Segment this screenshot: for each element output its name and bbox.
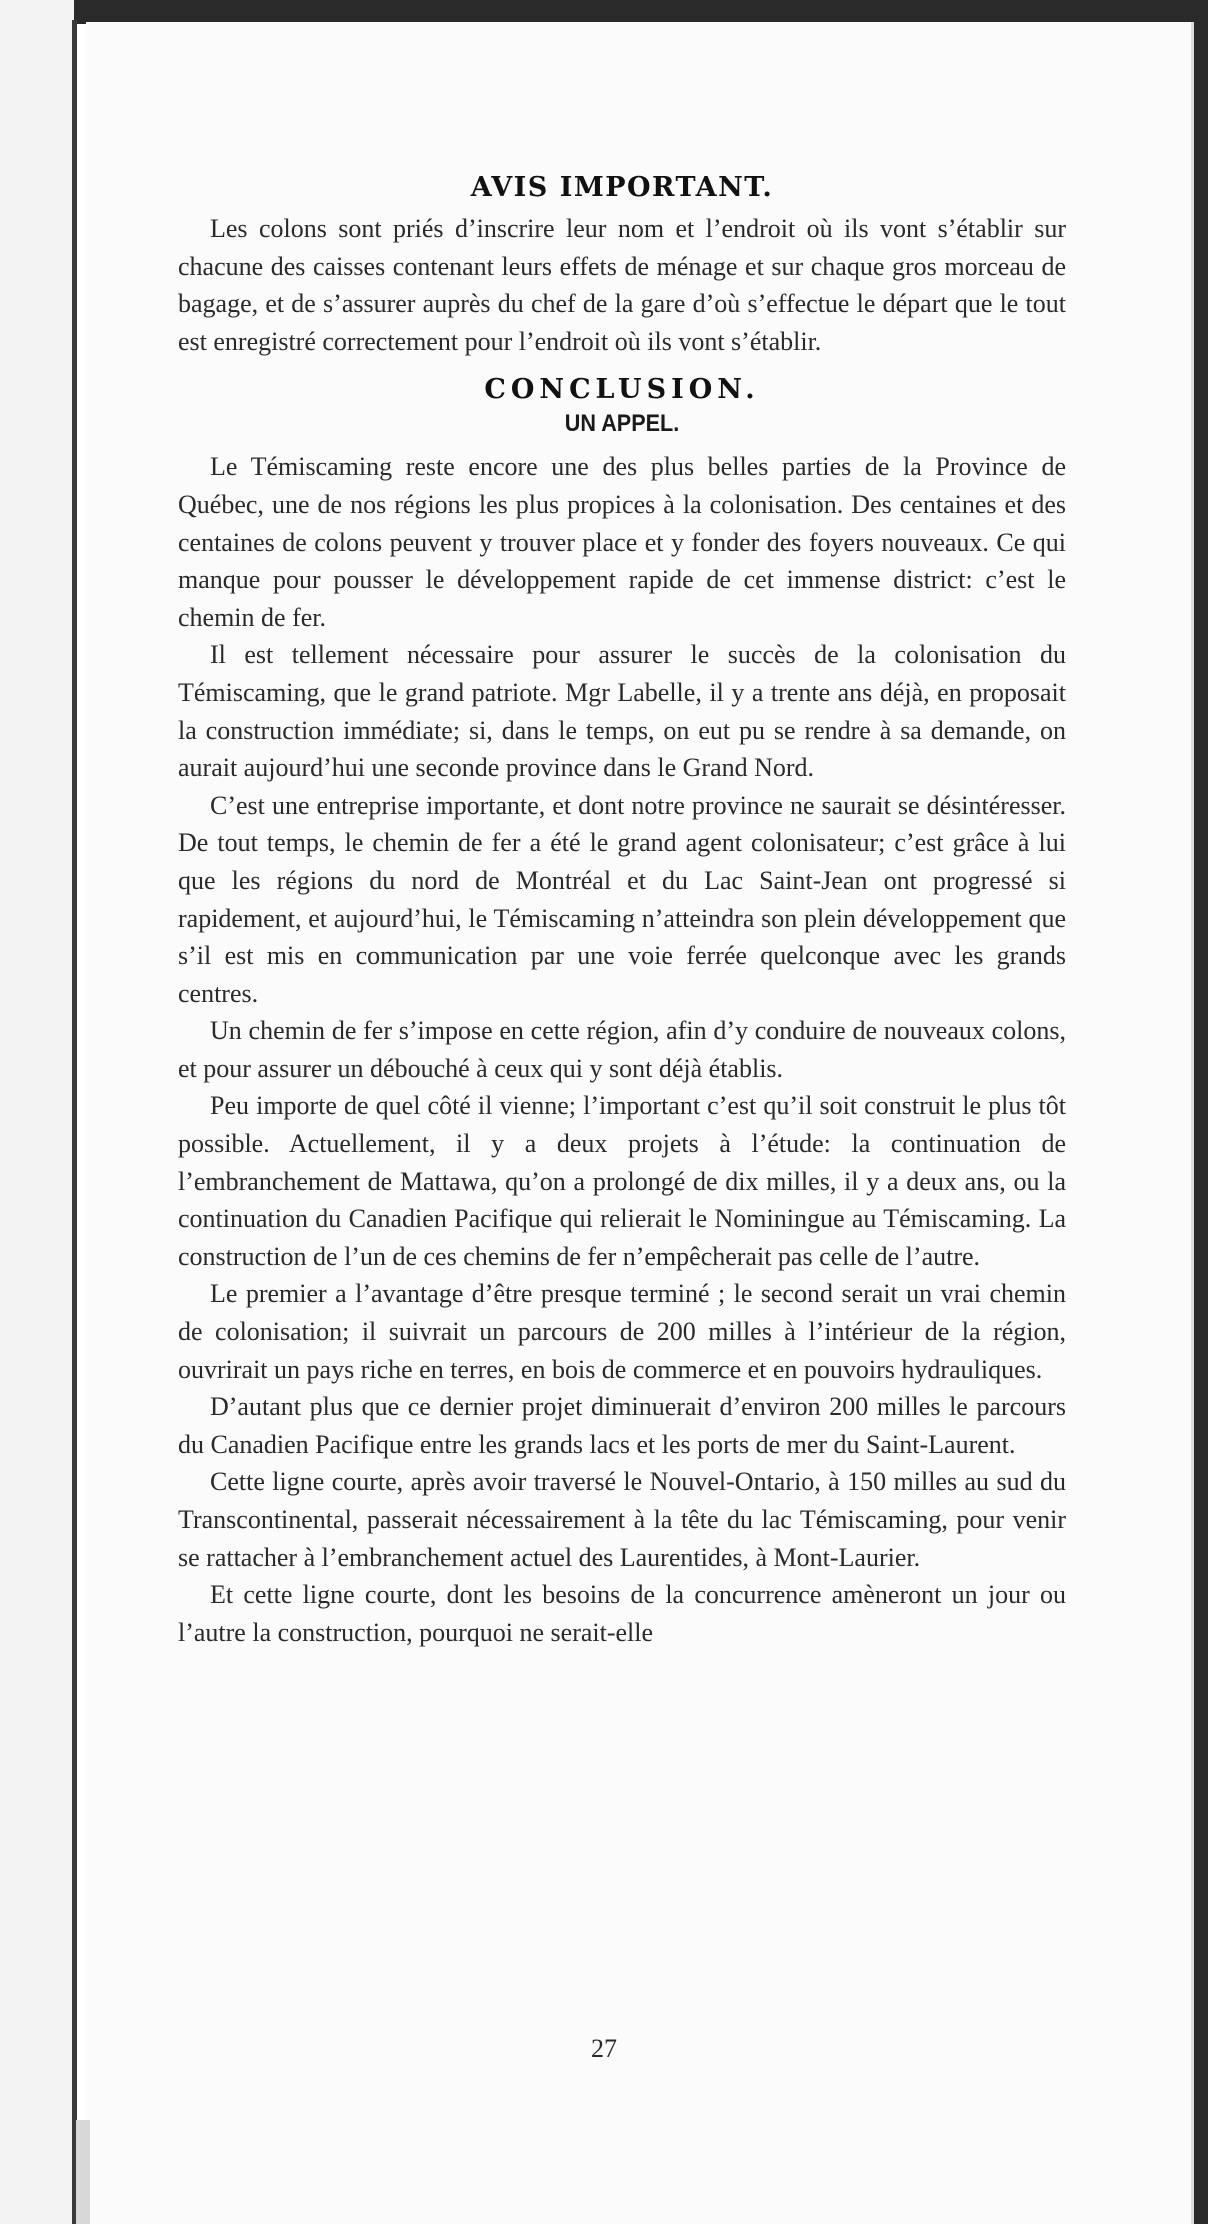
book-spine-edge bbox=[72, 20, 77, 2224]
conclusion-subtitle: UN APPEL. bbox=[564, 410, 680, 438]
notice-title: AVIS IMPORTANT. bbox=[470, 172, 774, 203]
body-paragraph-1: Le Témiscaming reste encore une des plus belles parties de la Province de Québec, une de nos régions les plus propices à la colonisation. Des centaines et des centaines de colons peuvent y trouver place et y fonder des foyers nouveaux. Ce qui manque pour pousser le développement rapide de cet immense district: c’est le chemin de fer. bbox=[178, 452, 1066, 632]
scan-right-border bbox=[1194, 0, 1208, 2224]
body-paragraph-7: D’autant plus que ce dernier projet diminuerait d’environ 200 milles le parcours du Canadien Pacifique entre les grands lacs et les ports de mer du Saint-Laurent. bbox=[178, 1392, 1066, 1459]
body-paragraph-3: C’est une entreprise importante, et dont notre province ne saurait se désintéresser. De tout temps, le chemin de fer a été le grand agent colonisateur; c’est grâce à lui que les régions du nord de Montréal et du Lac Saint-Jean ont progressé si rapidement, et aujourd’hui, le Témiscaming n’atteindra son plein développement que s’il est mis en communication par une voie ferrée quelconque avec les grands centres. bbox=[178, 790, 1066, 1008]
body-paragraph-9: Et cette ligne courte, dont les besoins de la concurrence amèneront un jour ou l’autre la construction, pourquoi ne serait-elle bbox=[178, 1580, 1066, 1647]
scan-top-border bbox=[0, 0, 1208, 24]
body-paragraph-8: Cette ligne courte, après avoir traversé le Nouvel-Ontario, à 150 milles au sud du Transcontinental, passerait nécessairement à la tête du lac Témiscaming, pour venir se rattacher à l’embranchement actuel des Laurentides, à Mont-Laurier. bbox=[178, 1467, 1066, 1572]
book-spine-area bbox=[0, 0, 74, 2224]
body-paragraph-6: Le premier a l’avantage d’être presque terminé ; le second serait un vrai chemin de colonisation; il suivrait un parcours de 200 milles à l’intérieur de la région, ouvrirait un pays riche en terres, en bois de commerce et en pouvoirs hydrauliques. bbox=[178, 1279, 1066, 1384]
body-paragraph-4: Un chemin de fer s’impose en cette région, afin d’y conduire de nouveaux colons, et pour assurer un débouché à ceux qui y sont déjà établis. bbox=[178, 1016, 1066, 1083]
notice-paragraph: Les colons sont priés d’inscrire leur nom et l’endroit où ils vont s’établir sur chacune des caisses contenant leurs effets de ménage et sur chaque gros morceau de bagage, et de s’assurer auprès du chef de la gare d’où s’effectue le départ que le tout est enregistré correctement pour l’endroit où ils vont s’établir. bbox=[178, 214, 1066, 356]
body-paragraph-5: Peu importe de quel côté il vienne; l’important c’est qu’il soit construit le plus tôt possible. Actuellement, il y a deux projets à l’étude: la continuation de l’embranchement de Mattawa, qu’on a prolongé de dix milles, il y a deux ans, ou la continuation du Canadien Pacifique qui relierait le Nominingue au Témiscaming. La construction de l’un de ces chemins de fer n’empêcherait pas celle de l’autre. bbox=[178, 1091, 1066, 1271]
body-paragraph-2: Il est tellement nécessaire pour assurer le succès de la colonisation du Témiscaming, que le grand patriote. Mgr Labelle, il y a trente ans déjà, en proposait la construction immédiate; si, dans le temps, on eut pu se rendre à sa demande, on aurait aujourd’hui une seconde province dans le Grand Nord. bbox=[178, 640, 1066, 783]
page-number: 27 bbox=[591, 2034, 617, 2063]
page-fold bbox=[76, 2120, 90, 2224]
conclusion-title: CONCLUSION. bbox=[484, 374, 760, 406]
page-content bbox=[178, 166, 1066, 1651]
